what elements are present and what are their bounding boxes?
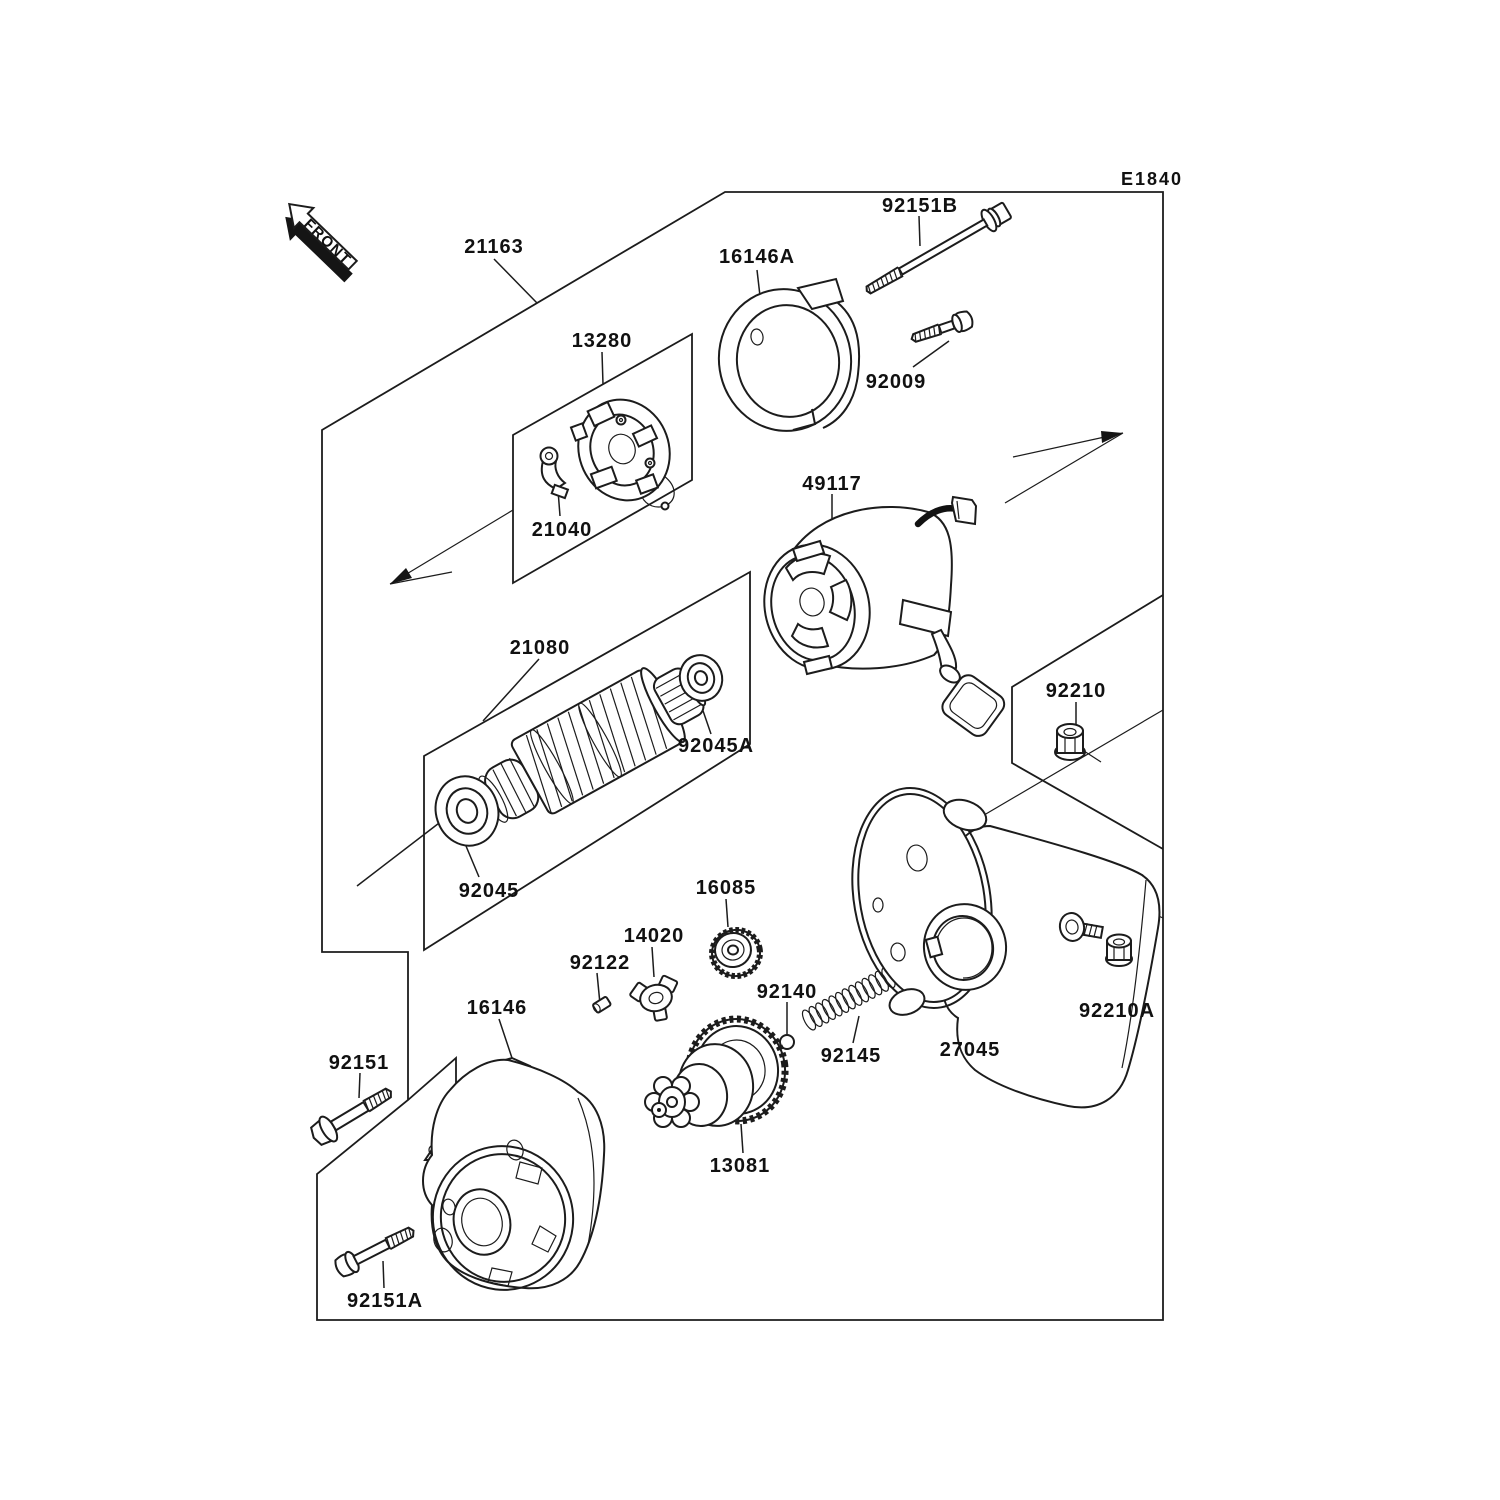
- part-label-13081: 13081: [709, 1155, 771, 1177]
- part-drawing-retainer-14020: [629, 975, 677, 1021]
- part-label-27045: 27045: [939, 1039, 1001, 1061]
- arrowhead-icon: [1101, 431, 1123, 443]
- part-label-16085: 16085: [695, 877, 757, 899]
- part-label-16146a: 16146A: [718, 246, 796, 268]
- part-label-16146: 16146: [466, 997, 528, 1019]
- part-label-92151: 92151: [328, 1052, 390, 1074]
- part-drawing-screw-92009: [909, 309, 975, 348]
- part-drawing-pin-92122: [592, 996, 612, 1013]
- part-label-92151a: 92151A: [346, 1290, 424, 1312]
- arrow-lines-right: [1005, 433, 1123, 503]
- part-label-92210a: 92210A: [1078, 1000, 1156, 1022]
- part-drawing-nut-92210: [1055, 724, 1085, 760]
- part-label-92045a: 92045A: [677, 735, 755, 757]
- part-label-49117: 49117: [802, 473, 862, 495]
- part-label-21080: 21080: [509, 637, 571, 659]
- part-label-92210: 92210: [1045, 680, 1107, 702]
- part-drawing-brush-21040: [541, 448, 568, 499]
- part-label-92009: 92009: [865, 371, 927, 393]
- part-drawing-bolt-92151a: [332, 1221, 418, 1279]
- front-direction-marker: [271, 194, 366, 288]
- part-label-13280: 13280: [571, 330, 633, 352]
- part-label-92140: 92140: [756, 981, 818, 1003]
- part-label-14020: 14020: [623, 925, 685, 947]
- part-label-92151b: 92151B: [881, 195, 959, 217]
- part-drawing-bolt-92151: [307, 1079, 399, 1149]
- part-label-92145: 92145: [820, 1045, 882, 1067]
- front-label: FRONT: [300, 215, 355, 269]
- part-label-92045: 92045: [458, 880, 520, 902]
- part-label-21163: 21163: [464, 236, 524, 258]
- part-drawing-end-cap-16146a: [709, 279, 862, 440]
- part-drawing-gear-16085: [708, 926, 763, 980]
- part-drawing-nut-92210a: [1106, 935, 1132, 967]
- diagram-code-label: E1840: [1120, 169, 1184, 189]
- part-drawing-bracket-16146: [417, 1058, 605, 1306]
- part-label-21040: 21040: [531, 519, 593, 541]
- part-drawing-yoke-49117: [751, 497, 1008, 740]
- part-drawing-clutch-gear-13081: [645, 1013, 792, 1131]
- group-box-nut: [1012, 595, 1163, 849]
- part-label-92122: 92122: [569, 952, 631, 974]
